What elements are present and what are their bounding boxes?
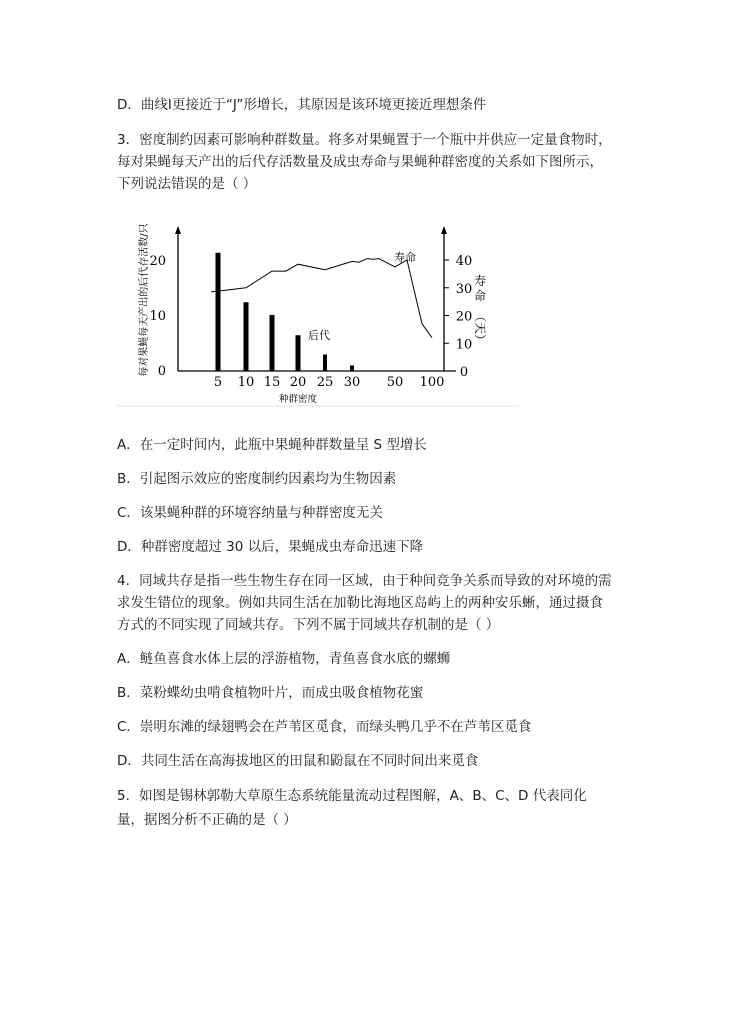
q4-stem-line1: 4．同域共存是指一些生物生存在同一区域，由于种间竞争关系而导致的对环境的需 <box>117 573 612 589</box>
q3-stem-line1: 3．密度制约因素可影响种群数量。将多对果蝇置于一个瓶中并供应一定量食物时， <box>117 132 612 148</box>
x-tick-label: 20 <box>289 375 307 390</box>
q4-option-b: B．菜粉蝶幼虫啃食植物叶片，而成虫吸食植物花蜜 <box>117 685 424 701</box>
x-tick-label: 100 <box>419 375 445 390</box>
right-tick-label: 10 <box>455 337 473 353</box>
q5-stem-line2: 量，据图分析不正确的是（ ） <box>117 812 297 828</box>
q3-option-c: C．该果蝇种群的环境容纳量与种群密度无关 <box>117 505 383 521</box>
bar-offspring <box>270 315 275 371</box>
left-tick-label: 20 <box>149 254 166 269</box>
q3-option-a: A．在一定时间内，此瓶中果蝇种群数量呈 S 型增长 <box>117 437 427 453</box>
x-tick-label: 25 <box>316 375 334 390</box>
x-tick-label: 30 <box>343 375 361 390</box>
bar-offspring <box>323 355 327 372</box>
q4-option-a: A．鲢鱼喜食水体上层的浮游植物，青鱼喜食水底的螺蛳 <box>117 651 451 667</box>
bar-offspring <box>296 335 301 371</box>
right-y-axis-title-3: （天） <box>473 309 487 347</box>
right-y-axis-arrow <box>441 226 447 234</box>
right-y-axis-title-1: 寿 <box>473 274 487 288</box>
q4-option-d: D．共同生活在高海拔地区的田鼠和鼢鼠在不同时间出来觅食 <box>117 753 479 769</box>
x-axis-title: 种群密度 <box>278 394 318 405</box>
left-tick-label: 10 <box>149 309 166 324</box>
x-tick-label: 10 <box>237 375 255 390</box>
q3-option-d: D．种群密度超过 30 以后，果蝇成虫寿命迅速下降 <box>117 539 424 555</box>
left-tick-label: 0 <box>157 364 166 379</box>
q4-stem-line2: 求发生错位的现象。例如共同生活在加勒比海地区岛屿上的两种安乐蜥，通过摄食 <box>117 595 603 611</box>
x-tick-label: 5 <box>213 375 223 390</box>
bar-series-label: 后代 <box>308 329 330 342</box>
bar-offspring <box>350 366 354 372</box>
q3-stem-line2: 每对果蝇每天产出的后代存活数量及成虫寿命与果蝇种群密度的关系如下图所示， <box>117 154 603 170</box>
x-tick-label: 15 <box>263 375 281 390</box>
right-y-axis-title-2: 命 <box>473 289 487 303</box>
bar-offspring <box>216 253 221 371</box>
right-tick-label: 40 <box>455 254 473 269</box>
q4-option-c: C．崇明东滩的绿翅鸭会在芦苇区觅食，而绿头鸭几乎不在芦苇区觅食 <box>117 719 532 735</box>
right-tick-label: 0 <box>459 365 469 380</box>
right-tick-label: 20 <box>455 309 473 325</box>
x-tick-label: 50 <box>386 375 404 390</box>
right-tick-label: 30 <box>455 281 473 297</box>
density-chart <box>117 208 527 408</box>
line-series-label: 寿命 <box>394 251 416 264</box>
left-y-axis-arrow <box>175 226 181 234</box>
q4-stem-line3: 方式的不同实现了同域共存。下列不属于同域共存机制的是（ ） <box>117 617 500 633</box>
q3-option-b: B．引起图示效应的密度制约因素均为生物因素 <box>117 471 397 487</box>
bar-offspring <box>244 302 249 371</box>
q5-stem-line1: 5．如图是锡林郭勒大草原生态系统能量流动过程图解，A、B、C、D 代表同化 <box>117 788 587 804</box>
q3-stem-line3: 下列说法错误的是（ ） <box>117 176 257 192</box>
left-y-axis-title: 每对果蝇每天产出的后代存活数/只 <box>139 223 150 377</box>
q2-option-d: D．曲线Ⅰ更接近于“J”形增长，其原因是该环境更接近理想条件 <box>117 97 487 113</box>
